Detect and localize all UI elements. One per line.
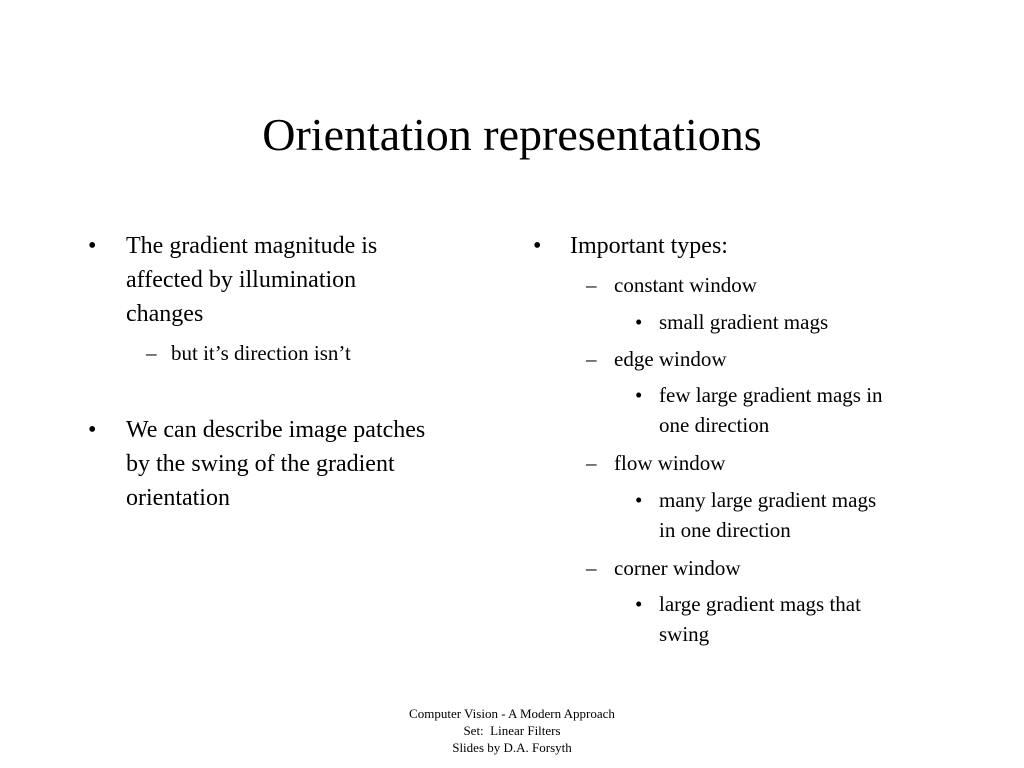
bullet-marker: •	[533, 233, 542, 259]
dash-marker: –	[586, 273, 597, 297]
bullet-text-line: The gradient magnitude is	[126, 233, 378, 259]
footer-set: Set: Linear Filters	[463, 723, 561, 738]
dash-marker: –	[586, 556, 597, 580]
detail-line: small gradient mags	[659, 310, 829, 334]
type-label: corner window	[614, 556, 741, 580]
bullet-marker: •	[88, 233, 97, 259]
type-edge-detail	[635, 380, 955, 440]
type-flow-detail	[635, 485, 955, 545]
type-constant-detail	[635, 307, 955, 337]
type-label: flow window	[614, 451, 726, 475]
subbullet-direction	[146, 338, 506, 368]
type-flow-window	[586, 448, 936, 478]
footer-course: Computer Vision - A Modern Approach	[409, 706, 615, 721]
bullet-text-line: by the swing of the gradient	[126, 451, 395, 477]
bullet-marker: •	[635, 488, 643, 512]
detail-line: many large gradient mags	[659, 488, 877, 512]
bullet-marker: •	[635, 383, 643, 407]
slide-footer	[0, 705, 1024, 756]
bullet-gradient-magnitude	[88, 229, 508, 331]
bullet-marker: •	[635, 592, 643, 616]
bullet-important-types	[533, 229, 933, 263]
type-constant-window	[586, 270, 936, 300]
bullet-text: Important types:	[570, 233, 728, 259]
bullet-text-line: affected by illumination	[126, 267, 357, 293]
subbullet-text: but it’s direction isn’t	[171, 341, 351, 365]
dash-marker: –	[586, 347, 597, 371]
detail-line: one direction	[659, 413, 770, 437]
type-label: constant window	[614, 273, 757, 297]
type-label: edge window	[614, 347, 727, 371]
detail-line: swing	[659, 622, 710, 646]
bullet-image-patches	[88, 413, 508, 515]
slide-title: Orientation representations	[262, 109, 762, 160]
detail-line: few large gradient mags in	[659, 383, 883, 407]
bullet-text-line: orientation	[126, 485, 230, 511]
bullet-marker: •	[88, 417, 97, 443]
detail-line: large gradient mags that	[659, 592, 861, 616]
dash-marker: –	[586, 451, 597, 475]
dash-marker: –	[146, 341, 157, 365]
detail-line: in one direction	[659, 518, 791, 542]
bullet-text-line: changes	[126, 301, 204, 327]
type-corner-window	[586, 553, 936, 583]
footer-author: Slides by D.A. Forsyth	[452, 740, 572, 755]
bullet-text-line: We can describe image patches	[126, 417, 426, 443]
type-edge-window	[586, 344, 936, 374]
bullet-marker: •	[635, 310, 643, 334]
type-corner-detail	[635, 589, 955, 649]
